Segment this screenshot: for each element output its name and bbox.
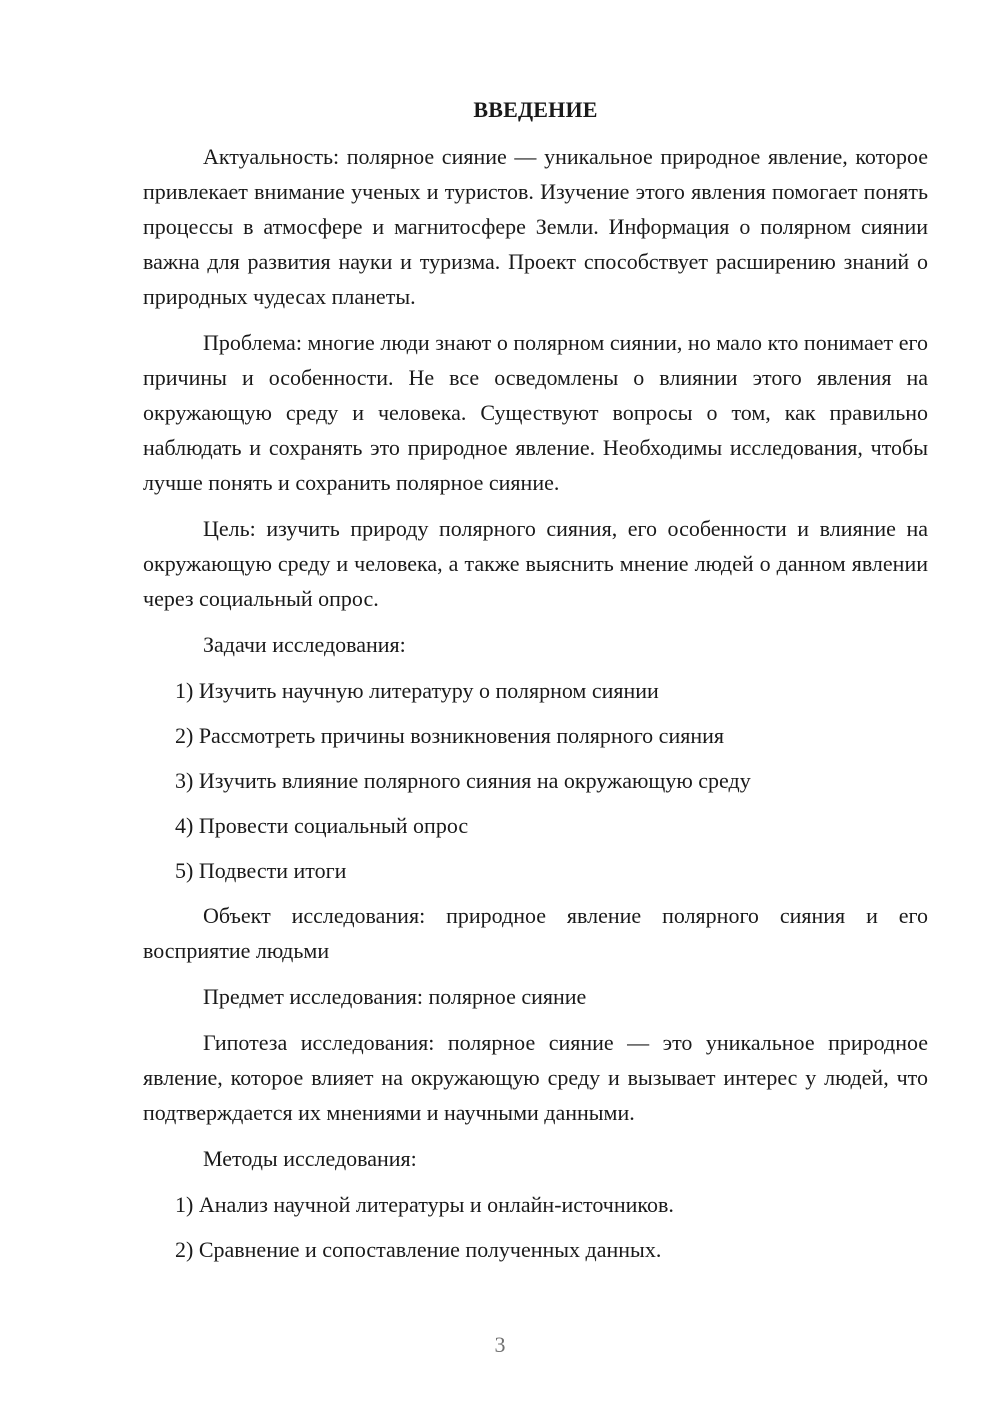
list-item: 4) Провести социальный опрос	[175, 813, 469, 838]
paragraph-hypothesis: Гипотеза исследования: полярное сияние — это уникальное природное явление, которое влияет на окружающую среду и вызывает интерес у людей, что подтверждается их мнениями и научными данными.	[143, 1030, 928, 1125]
page-number: 3	[494, 1332, 506, 1357]
tasks-label: Задачи исследования:	[203, 632, 406, 657]
paragraph-goal: Цель: изучить природу полярного сияния, его особенности и влияние на окружающую среду и человека, а также выяснить мнение людей о данном явлении через социальный опрос.	[143, 516, 928, 611]
tasks-list	[143, 673, 928, 888]
methods-label: Методы исследования:	[203, 1146, 417, 1171]
methods-list	[143, 1187, 928, 1267]
paragraph-relevance: Актуальность: полярное сияние — уникальное природное явление, которое привлекает внимание ученых и туристов. Изучение этого явления помогает понять процессы в атмосфере и магнитосфере Земли. Информация о полярном сиянии важна для развития науки и туризма. Проект способствует расширению знаний о природных чудесах планеты.	[143, 144, 928, 309]
list-item: 3) Изучить влияние полярного сияния на окружающую среду	[175, 768, 751, 793]
list-item: 1) Изучить научную литературу о полярном сиянии	[175, 678, 659, 703]
page-title: ВВЕДЕНИЕ	[473, 97, 598, 122]
list-item: 2) Сравнение и сопоставление полученных данных.	[175, 1237, 662, 1262]
paragraph-subject: Предмет исследования: полярное сияние	[203, 984, 587, 1009]
list-item: 1) Анализ научной литературы и онлайн-источников.	[175, 1192, 674, 1217]
paragraph-problem: Проблема: многие люди знают о полярном сиянии, но мало кто понимает его причины и особенности. Не все осведомлены о влиянии этого явления на окружающую среду и человека. Существуют вопросы о том, как правильно наблюдать и сохранять это природное явление. Необходимы исследования, чтобы лучше понять и сохранить полярное сияние.	[143, 330, 928, 495]
page-content	[143, 92, 928, 1277]
list-item: 5) Подвести итоги	[175, 858, 347, 883]
list-item: 2) Рассмотреть причины возникновения полярного сияния	[175, 723, 725, 748]
paragraph-object: Объект исследования: природное явление полярного сияния и его восприятие людьми	[143, 903, 928, 963]
